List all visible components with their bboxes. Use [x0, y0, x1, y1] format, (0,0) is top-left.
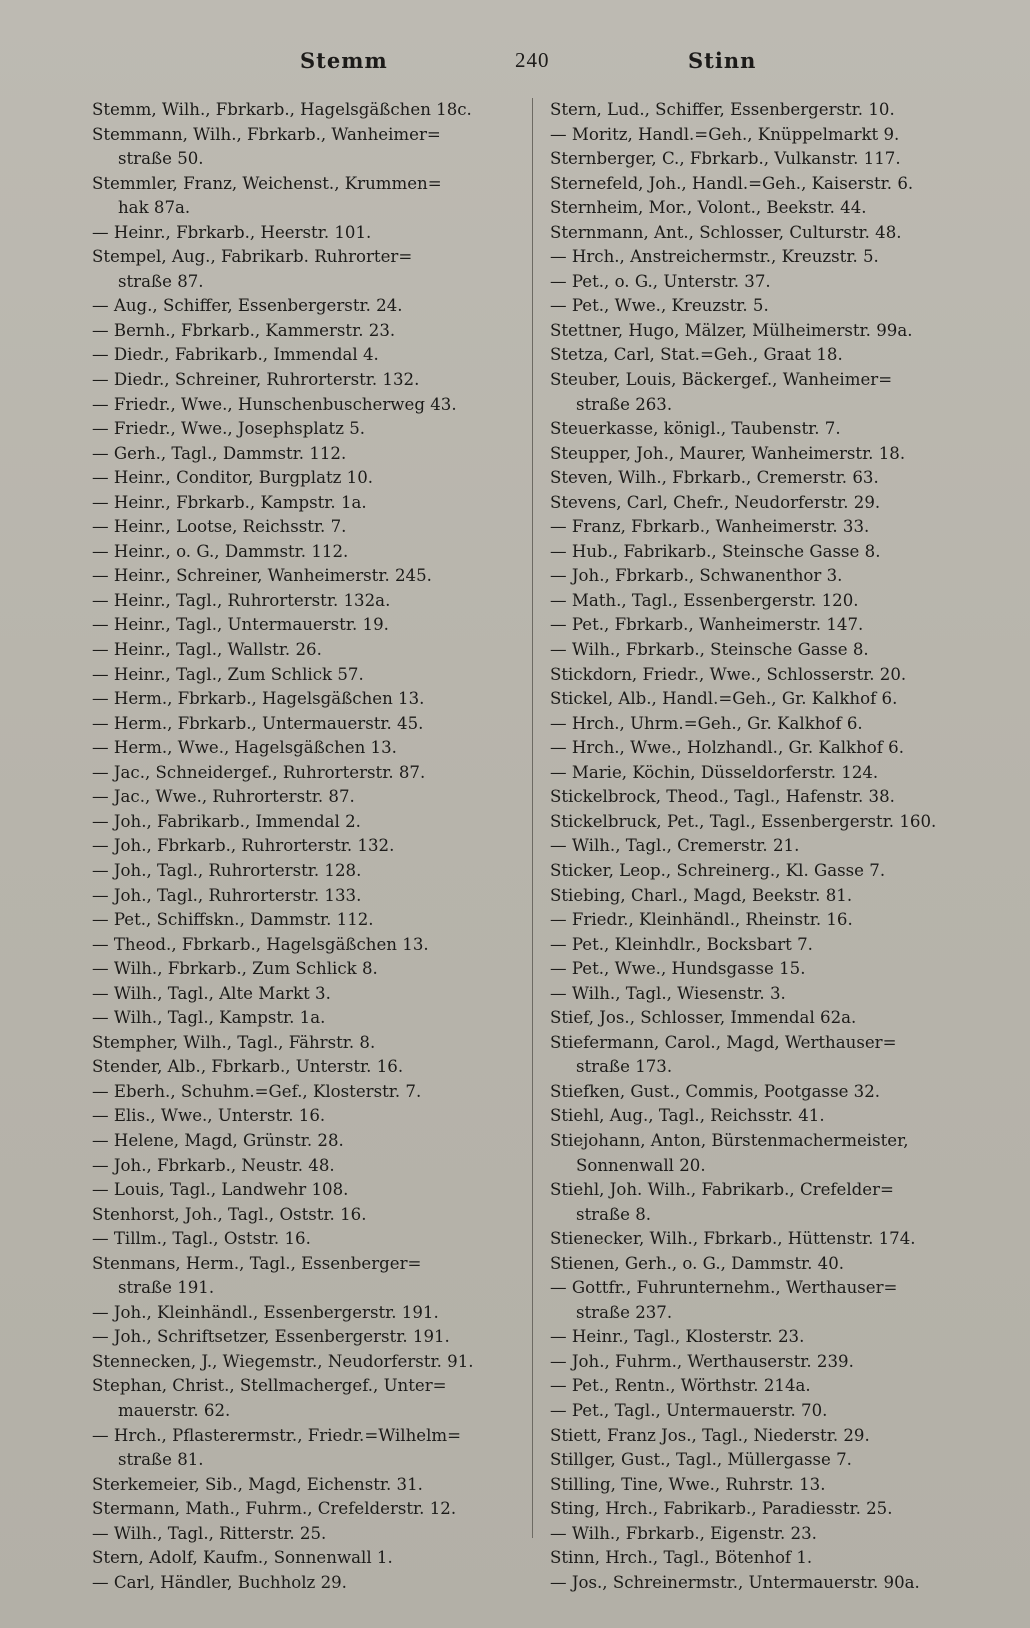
entry-continuation-line: straße 81.	[118, 1450, 204, 1470]
directory-entry: — Math., Tagl., Essenbergerstr. 120.	[550, 590, 859, 610]
directory-entry: Sting, Hrch., Fabrikarb., Paradiesstr. 25.	[550, 1499, 893, 1519]
directory-entry: Stickdorn, Friedr., Wwe., Schlosserstr. 20.	[550, 664, 907, 684]
directory-entry: — Bernh., Fbrkarb., Kammerstr. 23.	[92, 320, 396, 340]
directory-entry: — Heinr., Schreiner, Wanheimerstr. 245.	[92, 566, 432, 586]
directory-entry: — Joh., Fbrkarb., Ruhrorterstr. 132.	[92, 836, 395, 856]
directory-entry: — Jac., Wwe., Ruhrorterstr. 87.	[92, 787, 355, 807]
directory-entry: Sternmann, Ant., Schlosser, Culturstr. 48.	[550, 222, 902, 242]
directory-entry: — Carl, Händler, Buchholz 29.	[92, 1572, 347, 1592]
directory-entry: Stillger, Gust., Tagl., Müllergasse 7.	[550, 1450, 852, 1470]
entry-continuation-line: straße 87.	[118, 271, 204, 291]
column-divider	[532, 98, 533, 1538]
directory-entry: Sticker, Leop., Schreinerg., Kl. Gasse 7.	[550, 860, 886, 880]
directory-entry: Stevens, Carl, Chefr., Neudorferstr. 29.	[550, 492, 881, 512]
directory-entry: — Joh., Fbrkarb., Neustr. 48.	[92, 1155, 335, 1175]
directory-entry: — Friedr., Kleinhändl., Rheinstr. 16.	[550, 910, 853, 930]
directory-entry: — Pet., Schiffskn., Dammstr. 112.	[92, 910, 374, 930]
entry-continuation-line: hak 87a.	[118, 198, 191, 218]
directory-entry: — Pet., o. G., Unterstr. 37.	[550, 271, 771, 291]
directory-entry: — Heinr., o. G., Dammstr. 112.	[92, 541, 349, 561]
entry-continuation-line: straße 173.	[576, 1057, 673, 1077]
directory-entry: — Jos., Schreinermstr., Untermauerstr. 90a.	[550, 1572, 920, 1592]
directory-entry: — Theod., Fbrkarb., Hagelsgäßchen 13.	[92, 934, 429, 954]
directory-entry: Stilling, Tine, Wwe., Ruhrstr. 13.	[550, 1474, 826, 1494]
directory-entry: Stempher, Wilh., Tagl., Fährstr. 8.	[92, 1032, 376, 1052]
directory-entry: Steuber, Louis, Bäckergef., Wanheimer=	[550, 370, 893, 390]
directory-entry: Stenmans, Herm., Tagl., Essenberger=	[92, 1253, 422, 1273]
directory-entry: Stermann, Math., Fuhrm., Crefelderstr. 12.	[92, 1499, 457, 1519]
directory-entry: — Joh., Fabrikarb., Immendal 2.	[92, 811, 361, 831]
directory-entry: Stickelbruck, Pet., Tagl., Essenbergerstr. 160.	[550, 811, 937, 831]
directory-entry: Stephan, Christ., Stellmachergef., Unter=	[92, 1376, 447, 1396]
directory-entry: Stern, Adolf, Kaufm., Sonnenwall 1.	[92, 1548, 393, 1568]
directory-entry: — Joh., Tagl., Ruhrorterstr. 133.	[92, 885, 362, 905]
directory-entry: Stenhorst, Joh., Tagl., Oststr. 16.	[92, 1204, 367, 1224]
directory-entry: — Heinr., Tagl., Ruhrorterstr. 132a.	[92, 590, 391, 610]
directory-entry: Stemm, Wilh., Fbrkarb., Hagelsgäßchen 18c.	[92, 100, 472, 119]
directory-entry: — Marie, Köchin, Düsseldorferstr. 124.	[550, 762, 879, 782]
directory-entry: Stiehl, Aug., Tagl., Reichsstr. 41.	[550, 1106, 825, 1126]
directory-entry: Stief, Jos., Schlosser, Immendal 62a.	[550, 1008, 857, 1028]
directory-entry: — Wilh., Fbrkarb., Zum Schlick 8.	[92, 959, 378, 979]
directory-entry: — Eberh., Schuhm.=Gef., Klosterstr. 7.	[92, 1081, 422, 1101]
directory-entry: Stinn, Hrch., Tagl., Bötenhof 1.	[550, 1548, 813, 1568]
directory-entry: — Wilh., Tagl., Alte Markt 3.	[92, 983, 331, 1003]
directory-entry: — Moritz, Handl.=Geh., Knüppelmarkt 9.	[550, 124, 900, 144]
directory-entry: Stettner, Hugo, Mälzer, Mülheimerstr. 99a.	[550, 320, 913, 340]
directory-entry: — Heinr., Fbrkarb., Kampstr. 1a.	[92, 492, 367, 512]
directory-entry: — Louis, Tagl., Landwehr 108.	[92, 1180, 349, 1200]
directory-entry: — Hrch., Uhrm.=Geh., Gr. Kalkhof 6.	[550, 713, 863, 733]
directory-entry: — Heinr., Tagl., Untermauerstr. 19.	[92, 615, 389, 635]
directory-entry: — Heinr., Tagl., Zum Schlick 57.	[92, 664, 364, 684]
directory-entry: Stickel, Alb., Handl.=Geh., Gr. Kalkhof 6.	[550, 689, 898, 709]
entry-continuation-line: straße 191.	[118, 1278, 215, 1298]
directory-entry: Stiejohann, Anton, Bürstenmachermeister,	[550, 1130, 909, 1150]
directory-entry: Sternefeld, Joh., Handl.=Geh., Kaiserstr. 6.	[550, 173, 914, 193]
header-left-keyword: Stemm	[300, 48, 388, 73]
directory-entry: — Herm., Fbrkarb., Untermauerstr. 45.	[92, 713, 424, 733]
directory-entry: Stemmann, Wilh., Fbrkarb., Wanheimer=	[92, 124, 441, 144]
entry-continuation-line: straße 237.	[576, 1302, 673, 1322]
directory-entry: — Wilh., Fbrkarb., Eigenstr. 23.	[550, 1523, 817, 1543]
directory-entry: — Gerh., Tagl., Dammstr. 112.	[92, 443, 347, 463]
directory-entry: — Pet., Fbrkarb., Wanheimerstr. 147.	[550, 615, 864, 635]
directory-entry: Sterkemeier, Sib., Magd, Eichenstr. 31.	[92, 1474, 423, 1494]
directory-entry: — Joh., Fuhrm., Werthauserstr. 239.	[550, 1351, 854, 1371]
directory-entry: Stemmler, Franz, Weichenst., Krummen=	[92, 173, 442, 193]
directory-entry: — Joh., Schriftsetzer, Essenbergerstr. 191.	[92, 1327, 450, 1347]
directory-entry: — Heinr., Lootse, Reichsstr. 7.	[92, 517, 347, 537]
directory-entry: — Herm., Wwe., Hagelsgäßchen 13.	[92, 738, 397, 758]
directory-entry: Stiefken, Gust., Commis, Pootgasse 32.	[550, 1081, 881, 1101]
directory-entry: — Heinr., Conditor, Burgplatz 10.	[92, 468, 374, 488]
directory-entry: — Wilh., Tagl., Ritterstr. 25.	[92, 1523, 327, 1543]
directory-entry: — Joh., Fbrkarb., Schwanenthor 3.	[550, 566, 843, 586]
directory-entry: Stiett, Franz Jos., Tagl., Niederstr. 29.	[550, 1425, 870, 1445]
page-header	[0, 48, 1030, 88]
entry-continuation-line: straße 8.	[576, 1204, 652, 1224]
directory-entry: — Franz, Fbrkarb., Wanheimerstr. 33.	[550, 517, 870, 537]
directory-entry: Stiebing, Charl., Magd, Beekstr. 81.	[550, 885, 853, 905]
directory-entry: Steuerkasse, königl., Taubenstr. 7.	[550, 419, 841, 439]
directory-entry: Stern, Lud., Schiffer, Essenbergerstr. 10.	[550, 100, 895, 119]
directory-entry: — Elis., Wwe., Unterstr. 16.	[92, 1106, 326, 1126]
directory-entry: — Joh., Kleinhändl., Essenbergerstr. 191.	[92, 1302, 439, 1322]
directory-entry: — Heinr., Tagl., Klosterstr. 23.	[550, 1327, 805, 1347]
directory-entry: Steupper, Joh., Maurer, Wanheimerstr. 18.	[550, 443, 906, 463]
header-right-keyword: Stinn	[688, 48, 757, 73]
directory-entry: — Pet., Kleinhdlr., Bocksbart 7.	[550, 934, 813, 954]
directory-entry: — Jac., Schneidergef., Ruhrorterstr. 87.	[92, 762, 426, 782]
directory-entry: — Heinr., Fbrkarb., Heerstr. 101.	[92, 222, 372, 242]
directory-entry: Sternheim, Mor., Volont., Beekstr. 44.	[550, 198, 867, 218]
directory-entry: — Herm., Fbrkarb., Hagelsgäßchen 13.	[92, 689, 425, 709]
entry-continuation-line: straße 263.	[576, 394, 673, 414]
directory-entry: Steven, Wilh., Fbrkarb., Cremerstr. 63.	[550, 468, 879, 488]
right-column	[550, 98, 995, 1595]
directory-entry: — Diedr., Fabrikarb., Immendal 4.	[92, 345, 379, 365]
directory-entry: — Pet., Wwe., Hundsgasse 15.	[550, 959, 806, 979]
directory-entry: — Wilh., Tagl., Cremerstr. 21.	[550, 836, 800, 856]
directory-entry: — Helene, Magd, Grünstr. 28.	[92, 1130, 344, 1150]
directory-entry: — Hrch., Anstreichermstr., Kreuzstr. 5.	[550, 247, 879, 267]
directory-entry: — Friedr., Wwe., Josephsplatz 5.	[92, 419, 366, 439]
directory-entry: Stetza, Carl, Stat.=Geh., Graat 18.	[550, 345, 843, 365]
directory-entry: Stienen, Gerh., o. G., Dammstr. 40.	[550, 1253, 845, 1273]
directory-entry: — Tillm., Tagl., Oststr. 16.	[92, 1229, 311, 1249]
directory-entry: — Friedr., Wwe., Hunschenbuscherweg 43.	[92, 394, 457, 414]
directory-entry: Sternberger, C., Fbrkarb., Vulkanstr. 117.	[550, 149, 901, 169]
page-number: 240	[515, 48, 550, 72]
directory-entry: — Heinr., Tagl., Wallstr. 26.	[92, 640, 322, 660]
directory-entry: — Joh., Tagl., Ruhrorterstr. 128.	[92, 860, 362, 880]
directory-entry: — Pet., Tagl., Untermauerstr. 70.	[550, 1400, 828, 1420]
left-column	[92, 98, 532, 1595]
directory-entry: — Aug., Schiffer, Essenbergerstr. 24.	[92, 296, 403, 316]
directory-entry: — Wilh., Tagl., Kampstr. 1a.	[92, 1008, 326, 1028]
directory-entry: — Pet., Rentn., Wörthstr. 214a.	[550, 1376, 811, 1396]
directory-entry: Stender, Alb., Fbrkarb., Unterstr. 16.	[92, 1057, 404, 1077]
entry-continuation-line: mauerstr. 62.	[118, 1400, 231, 1420]
directory-entry: Stiehl, Joh. Wilh., Fabrikarb., Crefelder=	[550, 1180, 894, 1200]
directory-entry: — Pet., Wwe., Kreuzstr. 5.	[550, 296, 769, 316]
directory-entry: Stempel, Aug., Fabrikarb. Ruhrorter=	[92, 247, 413, 267]
directory-entry: — Hub., Fabrikarb., Steinsche Gasse 8.	[550, 541, 881, 561]
directory-entry: — Hrch., Wwe., Holzhandl., Gr. Kalkhof 6.	[550, 738, 905, 758]
directory-entry: — Hrch., Pflasterermstr., Friedr.=Wilhelm=	[92, 1425, 462, 1445]
directory-entry: Stienecker, Wilh., Fbrkarb., Hüttenstr. 174.	[550, 1229, 916, 1249]
entry-continuation-line: straße 50.	[118, 149, 204, 169]
directory-entry: Stennecken, J., Wiegemstr., Neudorferstr. 91.	[92, 1351, 474, 1371]
directory-entry: Stiefermann, Carol., Magd, Werthauser=	[550, 1032, 897, 1052]
directory-entry: — Wilh., Fbrkarb., Steinsche Gasse 8.	[550, 640, 869, 660]
entry-continuation-line: Sonnenwall 20.	[576, 1155, 706, 1175]
directory-entry: Stickelbrock, Theod., Tagl., Hafenstr. 38.	[550, 787, 895, 807]
directory-entry: — Wilh., Tagl., Wiesenstr. 3.	[550, 983, 786, 1003]
directory-entry: — Diedr., Schreiner, Ruhrorterstr. 132.	[92, 370, 420, 390]
directory-entry: — Gottfr., Fuhrunternehm., Werthauser=	[550, 1278, 898, 1298]
